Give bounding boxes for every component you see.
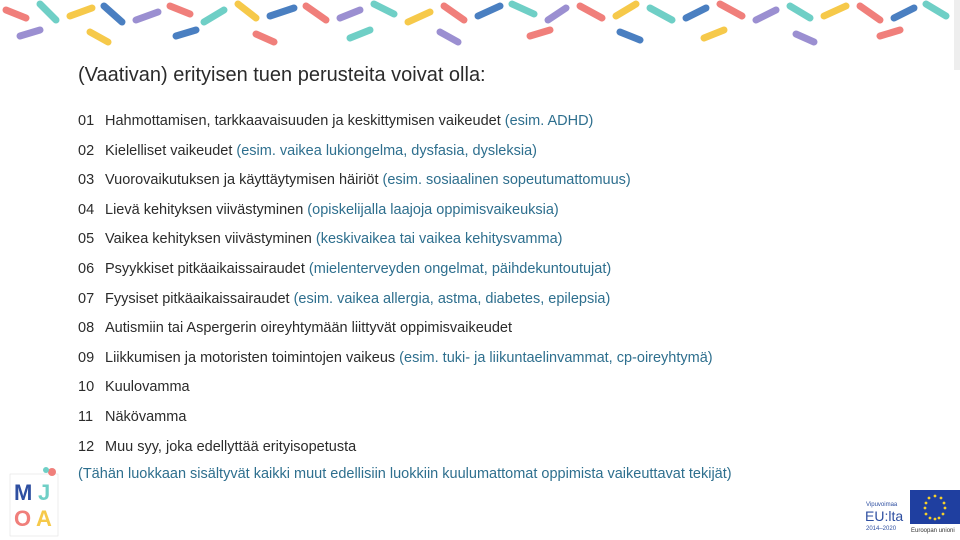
item-text: Kuulovamma — [105, 379, 190, 396]
eu-flag-logo — [910, 488, 960, 536]
svg-text:2014–2020: 2014–2020 — [866, 526, 897, 532]
support-criteria-list — [78, 111, 713, 466]
item-number: 11 — [78, 408, 94, 425]
item-text: Vuorovaikutuksen ja käyttäytymisen häiriöt — [105, 172, 379, 189]
list-item — [78, 407, 713, 437]
confetti-banner — [0, 0, 960, 50]
svg-text:Vipuvoimaa: Vipuvoimaa — [866, 502, 898, 508]
item-number: 04 — [78, 201, 95, 218]
item-text: Psyykkiset pitkäaikaissairaudet — [105, 260, 305, 277]
svg-text:EU:lta: EU:lta — [865, 508, 904, 524]
item-number: 10 — [78, 379, 95, 396]
final-note: (Tähän luokkaan sisältyvät kaikki muut edellisiin luokkiin kuulumattomat oppimista vaikeuttavat tekijät) — [78, 466, 732, 482]
eu-flag-caption: Euroopan unioni — [911, 528, 955, 534]
item-note: (mielenterveyden ongelmat, päihdekuntoutujat) — [308, 260, 612, 277]
svg-text:A: A — [36, 506, 52, 531]
list-item — [78, 289, 713, 319]
item-text: Näkövamma — [105, 408, 187, 425]
item-number: 03 — [78, 172, 95, 189]
list-item — [78, 259, 713, 289]
item-note: (opiskelijalla laajoja oppimisvaikeuksia) — [307, 201, 559, 218]
list-item — [78, 318, 713, 348]
item-text: Hahmottamisen, tarkkaavaisuuden ja keskittymisen vaikeudet — [105, 113, 501, 129]
svg-text:O: O — [14, 506, 32, 531]
item-number: 07 — [78, 290, 95, 307]
item-text: Liikkumisen ja motoristen toimintojen vaikeus — [105, 349, 396, 366]
svg-text:J: J — [38, 480, 51, 505]
item-number: 08 — [78, 320, 95, 337]
mjoa-logo — [8, 466, 60, 538]
item-text: Vaikea kehityksen viivästyminen — [105, 231, 312, 248]
item-text: Muu syy, joka edellyttää erityisopetusta — [105, 438, 357, 455]
item-text: Lievä kehityksen viivästyminen — [105, 201, 304, 218]
list-item — [78, 141, 713, 171]
list-item — [78, 348, 713, 378]
item-note: (keskivaikea tai vaikea kehitysvamma) — [315, 231, 563, 248]
item-number: 01 — [78, 113, 95, 129]
item-number: 12 — [78, 438, 95, 455]
list-item — [78, 170, 713, 200]
item-number: 02 — [78, 142, 95, 159]
item-number: 09 — [78, 349, 95, 366]
list-item — [78, 437, 713, 467]
list-item — [78, 377, 713, 407]
list-item — [78, 229, 713, 259]
svg-text:M: M — [14, 480, 33, 505]
item-note: (esim. vaikea lukiongelma, dysfasia, dysleksia) — [236, 142, 537, 159]
item-number: 06 — [78, 260, 95, 277]
slide-edge — [954, 0, 960, 70]
item-text: Autismiin tai Aspergerin oireyhtymään liittyvät oppimisvaikeudet — [105, 320, 512, 337]
list-item — [78, 111, 713, 141]
item-text: Kielelliset vaikeudet — [105, 142, 233, 159]
item-number: 05 — [78, 231, 95, 248]
list-item — [78, 200, 713, 230]
item-note: (esim. tuki- ja liikuntaelinvammat, cp-oireyhtymä) — [399, 349, 713, 366]
slide-title: (Vaativan) erityisen tuen perusteita voivat olla: — [78, 64, 486, 86]
item-note: (esim. sosiaalinen sopeutumattomuus) — [382, 172, 631, 189]
item-note: (esim. ADHD) — [504, 113, 594, 129]
eu-vipuvoimaa-logo — [864, 496, 906, 532]
item-note: (esim. vaikea allergia, astma, diabetes, epilepsia) — [293, 290, 611, 307]
item-text: Fyysiset pitkäaikaissairaudet — [105, 290, 290, 307]
